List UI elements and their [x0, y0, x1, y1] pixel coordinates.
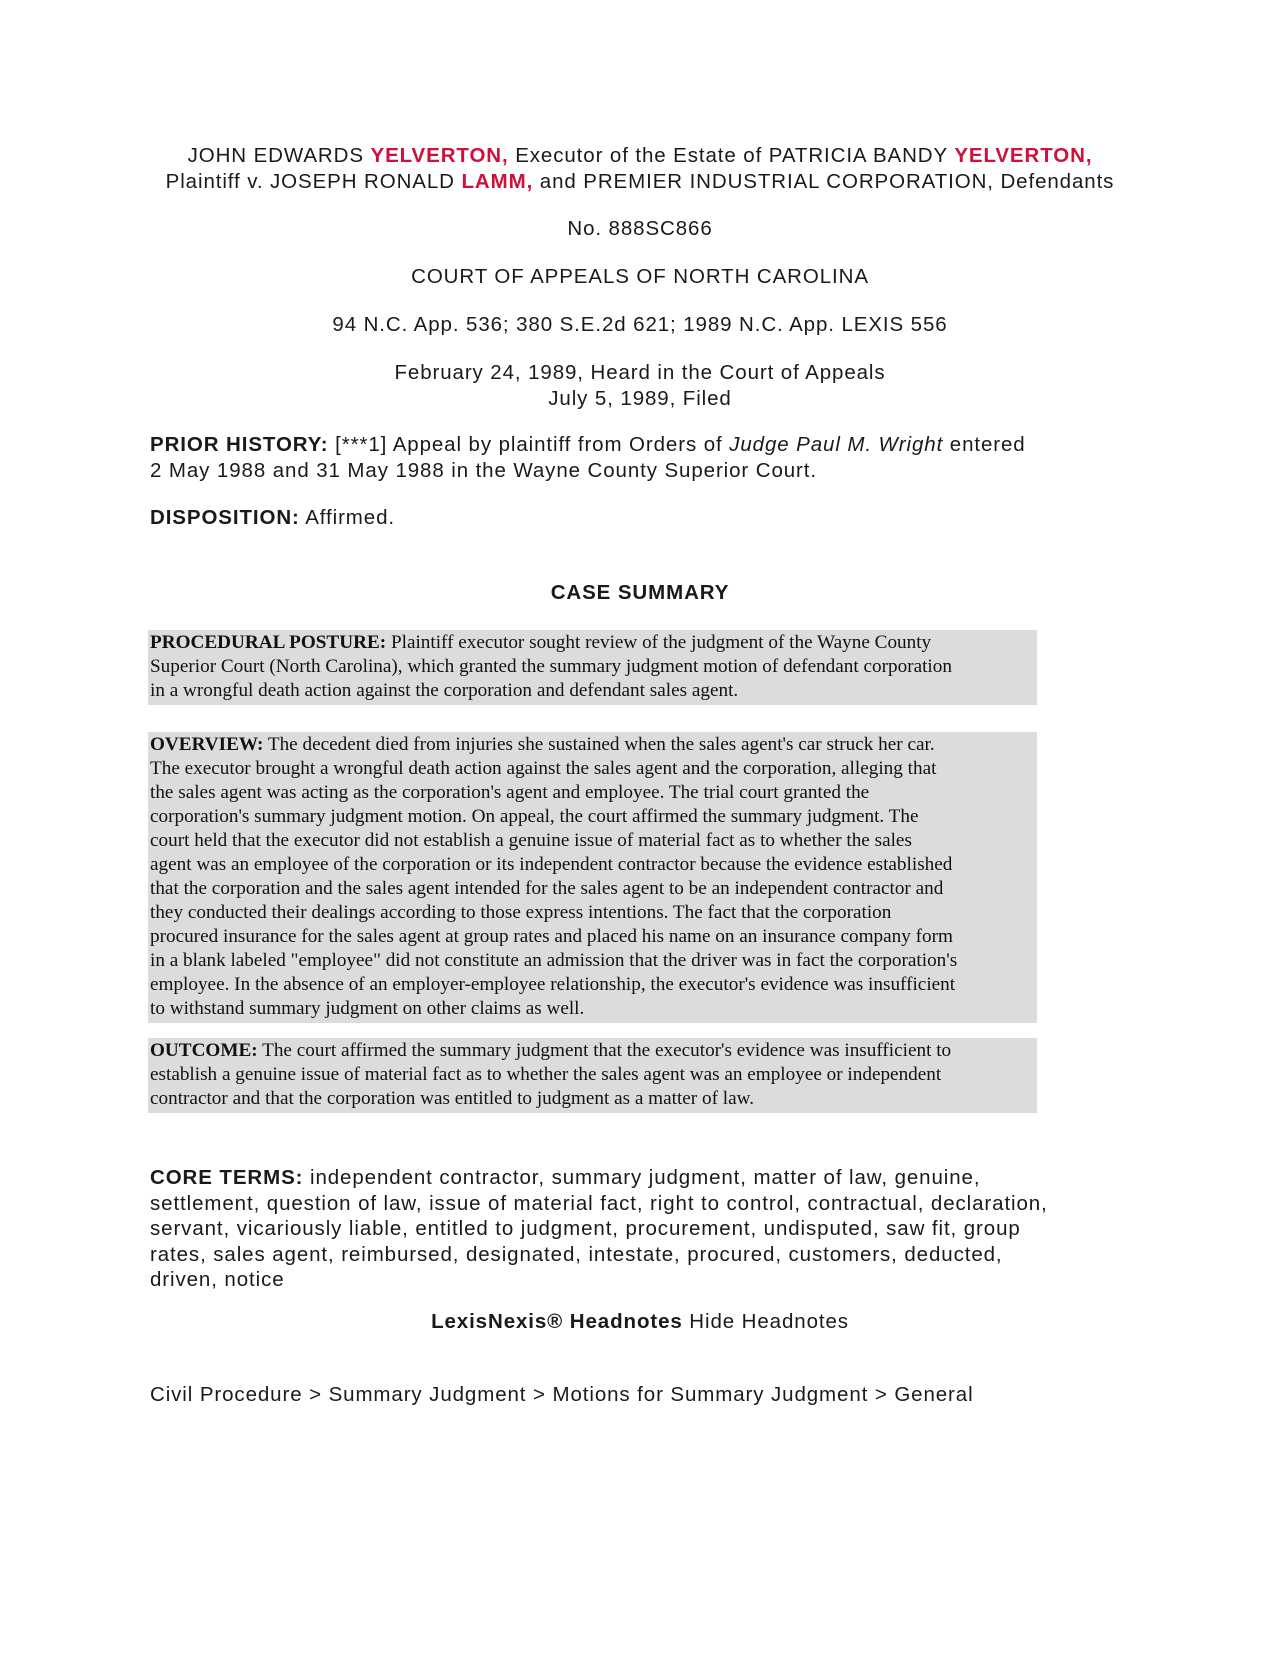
prior-history: PRIOR HISTORY: [***1] Appeal by plaintiff from Orders of Judge Paul M. Wright entered 2 May 1988 and 31 May 1988 in the Wayne County Superior Court.: [150, 433, 1026, 482]
breadcrumb-separator: >: [302, 1383, 329, 1406]
outcome-box: OUTCOME: The court affirmed the summary judgment that the executor's evidence was insufficient to establish a genuine issue of material fact as to whether the sales agent was an employee or independent contractor and that the corporation was entitled to judgment as a matter of law.: [148, 1038, 1037, 1113]
party-name-yelverton: YELVERTON,: [370, 144, 509, 167]
case-dates: [150, 360, 1130, 411]
breadcrumb-civil-procedure[interactable]: Civil Procedure: [150, 1383, 303, 1406]
party-name-lamm: LAMM,: [461, 169, 534, 193]
breadcrumb-summary-judgment[interactable]: Summary Judgment: [328, 1383, 527, 1406]
headnotes-label: LexisNexis® Headnotes: [431, 1310, 683, 1333]
filed-date: July 5, 1989, Filed: [548, 386, 732, 410]
case-caption: [150, 143, 1130, 194]
core-terms: CORE TERMS: independent contractor, summary judgment, matter of law, genuine, settlement, question of law, issue of material fact, right to control, contractual, declaration, servant, vicariously liable, entitled to judgment, procurement, undisputed, saw fit, group rates, sales agent, reimbursed, designated, intestate, procured, customers, deducted, driven, notice: [150, 1166, 1048, 1291]
disposition: [150, 505, 1140, 531]
breadcrumb-motions-for-summary-judgment[interactable]: Motions for Summary Judgment: [552, 1383, 869, 1406]
disposition-text: Affirmed.: [299, 506, 395, 529]
breadcrumb-separator: >: [526, 1383, 553, 1406]
breadcrumb-general[interactable]: General: [894, 1383, 974, 1406]
docket-number: No. 888SC866: [567, 217, 713, 240]
outcome-label: OUTCOME:: [150, 1040, 258, 1061]
case-summary-heading: CASE SUMMARY: [550, 581, 730, 604]
citation: 94 N.C. App. 536; 380 S.E.2d 621; 1989 N.C. App. LEXIS 556: [332, 313, 948, 336]
caption-line-2: Plaintiff v. JOSEPH RONALD LAMM, and PREMIER INDUSTRIAL CORPORATION, Defendants: [165, 169, 1115, 193]
party-name-yelverton-2: YELVERTON,: [954, 144, 1093, 167]
headnotes-heading: [150, 1309, 1130, 1335]
judge-name: Judge Paul M. Wright: [729, 433, 944, 456]
caption-line-1: JOHN EDWARDS YELVERTON, Executor of the Estate of PATRICIA BANDY YELVERTON,: [187, 144, 1093, 167]
court-name: COURT OF APPEALS OF NORTH CAROLINA: [411, 265, 869, 288]
core-terms-label: CORE TERMS:: [150, 1166, 304, 1189]
disposition-label: DISPOSITION:: [150, 506, 300, 529]
headnote-breadcrumb: [150, 1382, 1140, 1408]
hide-headnotes-link[interactable]: Hide Headnotes: [682, 1310, 849, 1333]
procedural-posture-box: PROCEDURAL POSTURE: Plaintiff executor sought review of the judgment of the Wayne County Superior Court (North Carolina), which granted the summary judgment motion of defendant corporation in a wrongful death action against the corporation and defendant sales agent.: [148, 630, 1037, 705]
heard-date: February 24, 1989, Heard in the Court of Appeals: [394, 361, 886, 384]
overview-box: OVERVIEW: The decedent died from injuries she sustained when the sales agent's car struck her car. The executor brought a wrongful death action against the sales agent and the corporation, alleging that the sales agent was acting as the corporation's agent and employee. The trial court granted the corporation's summary judgment motion. On appeal, the court affirmed the summary judgment. The court held that the executor did not establish a genuine issue of material fact as to whether the sales agent was an employee of the corporation or its independent contractor because the evidence established that the corporation and the sales agent intended for the sales agent to be an independent contractor and they conducted their dealings according to those express intentions. The fact that the corporation procured insurance for the sales agent at group rates and placed his name on an insurance company form in a blank labeled "employee" did not constitute an admission that the driver was in fact the corporation's employee. In the absence of an employer-employee relationship, the executor's evidence was insufficient to withstand summary judgment on other claims as well.: [148, 732, 1037, 1023]
overview-label: OVERVIEW:: [150, 734, 264, 755]
procedural-posture-label: PROCEDURAL POSTURE:: [150, 632, 387, 653]
prior-history-label: PRIOR HISTORY:: [150, 433, 329, 456]
breadcrumb-separator: >: [868, 1383, 895, 1406]
